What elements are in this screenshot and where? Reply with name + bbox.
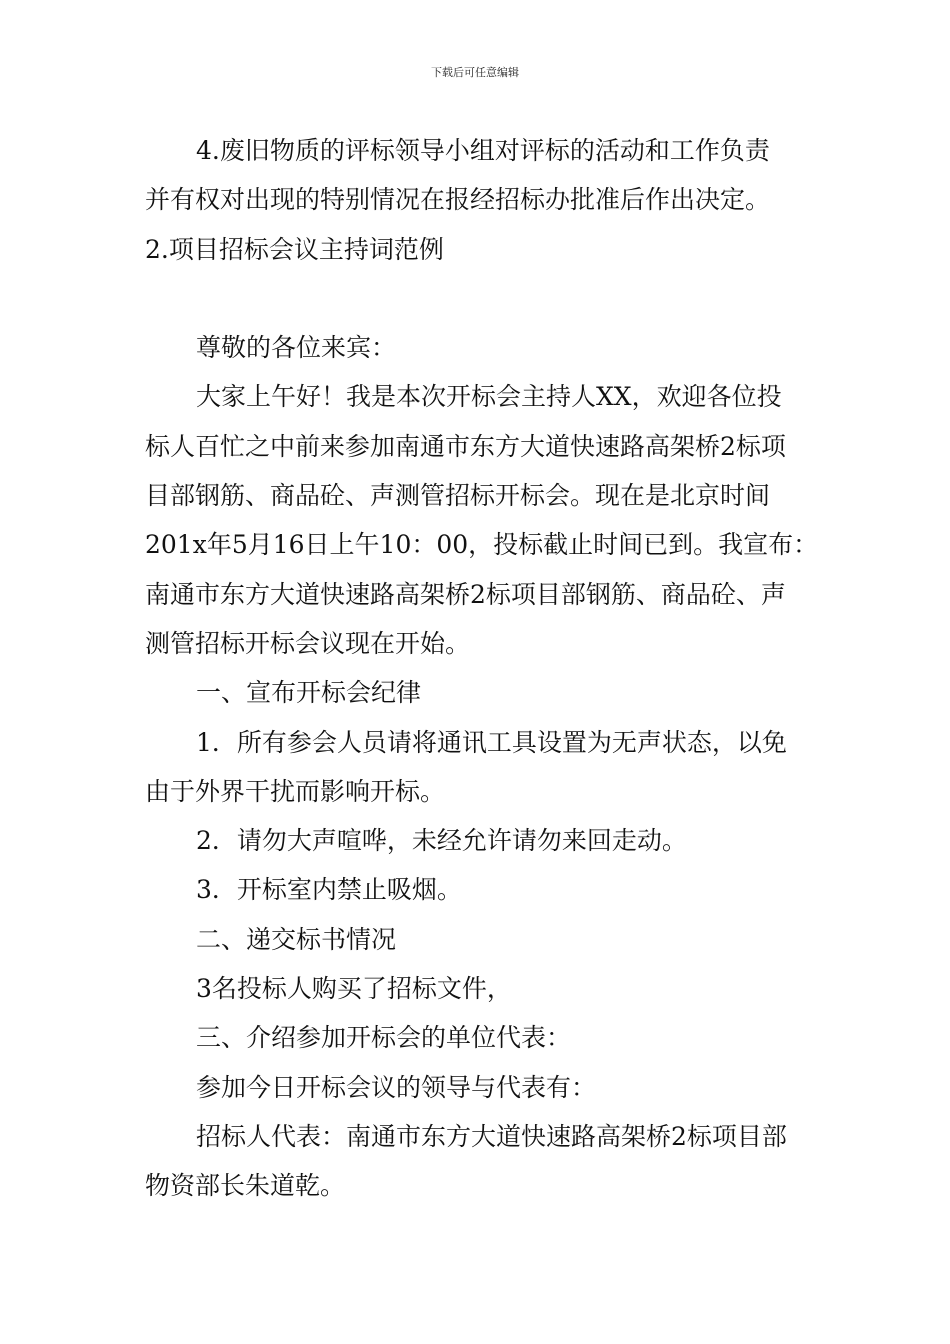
text-line: 参加今日开标会议的领导与代表有：	[196, 1072, 597, 1102]
text-line: 目部钢筋、商品砼、声测管招标开标会。现在是北京时间	[145, 481, 771, 511]
text-line: 招标人代表：南通市东方大道快速路高架桥2标项目部	[196, 1121, 787, 1151]
page-header: 下载后可任意编辑	[431, 66, 519, 79]
text-line: 201x年5月16日上午10：00，投标截止时间已到。我宣布：	[145, 530, 819, 560]
text-line: 一、宣布开标会纪律	[196, 678, 422, 708]
document-body	[145, 126, 825, 1211]
text-line: 4.废旧物质的评标领导小组对评标的活动和工作负责	[196, 136, 770, 165]
text-line: 并有权对出现的特别情况在报经招标办批准后作出决定。	[145, 185, 771, 215]
text-line: 3．开标室内禁止吸烟。	[196, 875, 462, 905]
text-line: 物资部长朱道乾。	[145, 1171, 346, 1201]
text-line: 2．请勿大声喧哗，未经允许请勿来回走动。	[196, 826, 687, 856]
text-line: 1．所有参会人员请将通讯工具设置为无声状态，以免	[196, 727, 787, 757]
text-line: 二、递交标书情况	[196, 924, 397, 954]
text-line: 由于外界干扰而影响开标。	[145, 776, 446, 806]
text-line: 2.项目招标会议主持词范例	[145, 234, 444, 264]
blank-line	[145, 274, 825, 323]
text-line: 尊敬的各位来宾：	[196, 333, 397, 363]
text-line: 标人百忙之中前来参加南通市东方大道快速路高架桥2标项	[145, 431, 786, 461]
text-line: 大家上午好！我是本次开标会主持人XX，欢迎各位投	[196, 382, 782, 412]
text-line: 南通市东方大道快速路高架桥2标项目部钢筋、商品砼、声	[145, 579, 786, 609]
text-line: 测管招标开标会议现在开始。	[145, 628, 471, 658]
text-line: 三、介绍参加开标会的单位代表：	[196, 1023, 572, 1053]
text-line: 3名投标人购买了招标文件，	[196, 974, 512, 1004]
